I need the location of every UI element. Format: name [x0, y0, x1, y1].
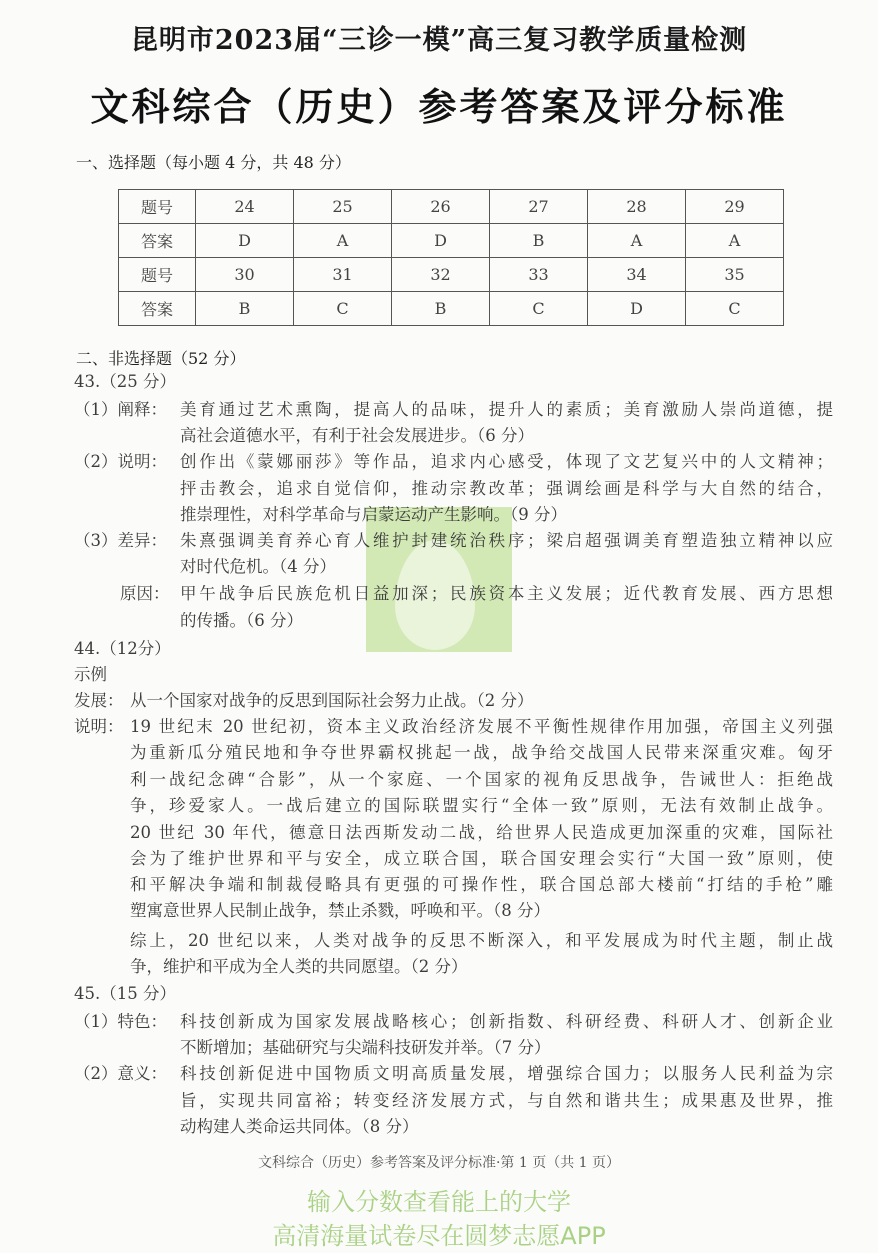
q44-exp-line: 为重新瓜分殖民地和争夺世界霸权挑起一战，战争给交战国人民带来深重灾难。匈牙	[130, 743, 833, 762]
table-cell: B	[392, 292, 490, 326]
table-cell: 26	[392, 190, 490, 224]
table-cell: D	[588, 292, 686, 326]
q43-reason-label: 原因：	[120, 584, 170, 603]
table-cell: D	[392, 224, 490, 258]
table-cell: 25	[294, 190, 392, 224]
table-cell: 34	[588, 258, 686, 292]
q45-1-line: 不断增加；基础研究与尖端科技研发并举。（7 分）	[180, 1038, 551, 1057]
q44-title: 44.（12分）	[74, 639, 171, 658]
table-row	[119, 190, 784, 224]
q44-dev-label: 发展：	[74, 691, 124, 710]
q44-summary-line: 争，维护和平成为全人类的共同愿望。（2 分）	[130, 957, 468, 976]
q44-summary-line: 综上，20 世纪以来，人类对战争的反思不断深入，和平发展成为时代主题，制止战	[130, 931, 833, 950]
q45-2-line: 动构建人类命运共同体。（8 分）	[180, 1117, 419, 1136]
table-cell: 28	[588, 190, 686, 224]
section2-heading: 二、非选择题（52 分）	[76, 349, 246, 368]
q43-reason-line: 甲午战争后民族危机日益加深；民族资本主义发展；近代教育发展、西方思想	[180, 584, 833, 603]
page-footer: 文科综合（历史）参考答案及评分标准·第 1 页（共 1 页）	[257, 1155, 621, 1171]
watermark-text: 高清海量试卷尽在圆梦志愿APP	[272, 1222, 606, 1250]
q43-reason-line: 的传播。（6 分）	[180, 611, 303, 630]
row-header-cell: 题号	[119, 190, 196, 224]
q44-exp-line: 塑寓意世界人民制止战争，禁止杀戮，呼唤和平。（8 分）	[130, 901, 550, 920]
table-cell: 24	[196, 190, 294, 224]
q45-1-line: 科技创新成为国家发展战略核心；创新指数、科研经费、科研人才、创新企业	[180, 1012, 833, 1031]
exam-title: 昆明市2023届“三诊一模”高三复习教学质量检测	[130, 25, 748, 56]
q43-3-line: 对时代危机。（4 分）	[180, 557, 336, 576]
q44-exp-line: 争，珍爱家人。一战后建立的国际联盟实行“全体一致”原则，无法有效制止战争。	[130, 796, 833, 815]
row-header-cell: 答案	[119, 224, 196, 258]
q43-3-label: （3）差异：	[74, 531, 167, 550]
q44-exp-line: 和平解决争端和制裁侵略具有更强的可操作性，联合国总部大楼前“打结的手枪”雕	[130, 875, 833, 894]
table-cell: 30	[196, 258, 294, 292]
q44-exp-label: 说明：	[74, 717, 124, 736]
q45-title: 45.（15 分）	[74, 984, 176, 1003]
q44-exp-line: 19 世纪末 20 世纪初，资本主义政治经济发展不平衡性规律作用加强，帝国主义列强	[130, 717, 833, 736]
row-header-cell: 题号	[119, 258, 196, 292]
table-cell: 33	[490, 258, 588, 292]
document-title: 文科综合（历史）参考答案及评分标准	[90, 84, 788, 129]
section1-heading: 一、选择题（每小题 4 分，共 48 分）	[76, 153, 351, 172]
table-cell: A	[588, 224, 686, 258]
q43-3-line: 朱熹强调美育养心育人维护封建统治秩序；梁启超强调美育塑造独立精神以应	[180, 531, 833, 550]
q43-2-label: （2）说明：	[74, 452, 167, 471]
table-cell: B	[490, 224, 588, 258]
table-cell: C	[294, 292, 392, 326]
q43-2-line: 抨击教会，追求自觉信仰，推动宗教改革；强调绘画是科学与大自然的结合，	[180, 479, 833, 498]
q43-1-label: （1）阐释：	[74, 400, 167, 419]
q44-exp-line: 20 世纪 30 年代，德意日法西斯发动二战，给世界人民造成更加深重的灾难，国际社	[130, 823, 833, 842]
q44-exp-line: 会为了维护世界和平与安全，成立联合国，联合国安理会实行“大国一致”原则，使	[130, 849, 833, 868]
q43-1-line: 高社会道德水平，有利于社会发展进步。（6 分）	[180, 426, 534, 445]
q43-2-line: 推崇理性，对科学革命与启蒙运动产生影响。（9 分）	[180, 505, 567, 524]
table-cell: D	[196, 224, 294, 258]
table-cell: B	[196, 292, 294, 326]
table-row	[119, 258, 784, 292]
table-cell: A	[294, 224, 392, 258]
table-cell: 27	[490, 190, 588, 224]
q43-1-line: 美育通过艺术熏陶，提高人的品味，提升人的素质；美育激励人崇尚道德，提	[180, 400, 833, 419]
table-cell: C	[490, 292, 588, 326]
answer-table	[118, 189, 784, 326]
table-cell: 29	[686, 190, 784, 224]
table-cell: A	[686, 224, 784, 258]
q45-1-label: （1）特色：	[74, 1012, 167, 1031]
table-cell: C	[686, 292, 784, 326]
q45-2-line: 旨，实现共同富裕；转变经济发展方式，与自然和谐共生；成果惠及世界，推	[180, 1091, 833, 1110]
q44-example: 示例	[74, 665, 107, 684]
table-cell: 31	[294, 258, 392, 292]
table-row	[119, 292, 784, 326]
q44-dev: 从一个国家对战争的反思到国际社会努力止战。（2 分）	[130, 691, 534, 710]
q45-2-line: 科技创新促进中国物质文明高质量发展，增强综合国力；以服务人民利益为宗	[180, 1064, 833, 1083]
q43-title: 43.（25 分）	[74, 372, 176, 391]
table-cell: 32	[392, 258, 490, 292]
table-row	[119, 224, 784, 258]
q43-2-line: 创作出《蒙娜丽莎》等作品，追求内心感受，体现了文艺复兴中的人文精神；	[180, 452, 833, 471]
row-header-cell: 答案	[119, 292, 196, 326]
table-cell: 35	[686, 258, 784, 292]
q45-2-label: （2）意义：	[74, 1064, 167, 1083]
watermark-text: 输入分数查看能上的大学	[307, 1188, 571, 1216]
q44-exp-line: 利一战纪念碑“合影”，从一个家庭、一个国家的视角反思战争，告诫世人：拒绝战	[130, 770, 833, 789]
